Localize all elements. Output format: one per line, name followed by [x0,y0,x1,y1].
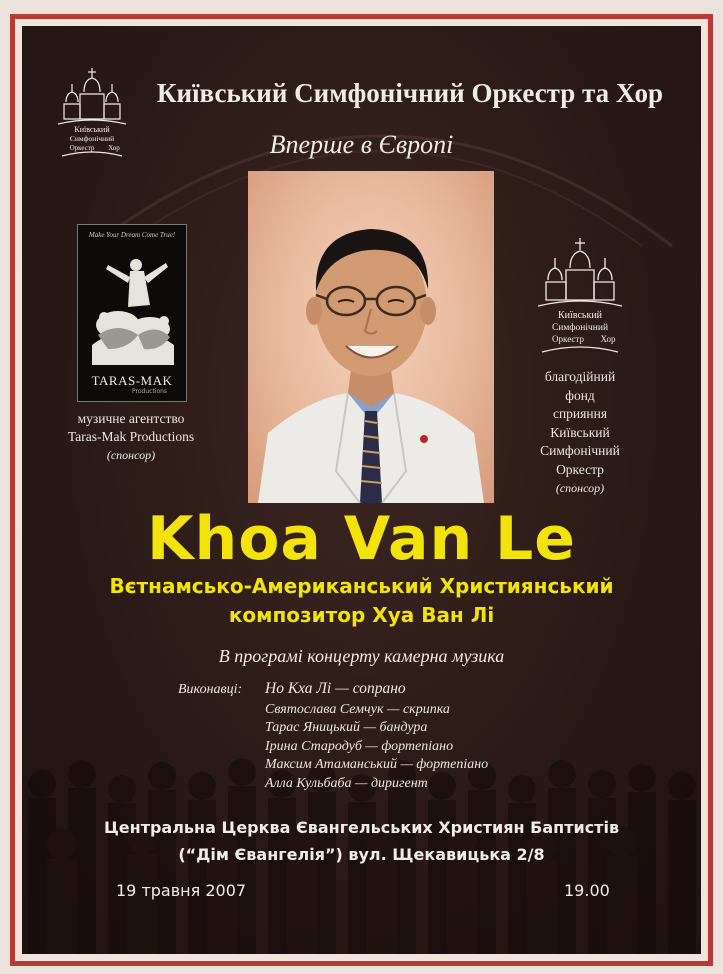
program-description: В програмі концерту камерна музика [218,646,505,666]
performers-list [265,680,565,793]
composer-description [22,572,701,630]
taras-mak-cd-cover [77,224,187,402]
left-sponsor-role: (спонсор) [106,448,156,462]
left-sponsor-line1: музичне агентство [77,411,185,426]
composer-portrait-illustration [248,171,494,503]
charity-fund-logo-icon [530,234,630,359]
event-date: 19 травня 2007 [116,881,247,900]
venue-line2: (“Дім Євангелія”) вул. Щекавицька 2/8 [178,845,545,864]
composer-description-line1: Вєтнамсько-Американський Християнський [109,574,614,598]
composer-name: Khoa Van Le [147,504,576,574]
performers-label: Виконавці: [178,682,243,697]
cd-brand-sub: Productions [132,388,168,395]
performer-item: Алла Кульбаба — диригент [265,775,428,791]
right-sponsor-role: (спонсор) [555,481,605,495]
svg-text:Київський: Київський [557,310,603,321]
cd-brand: TARAS-MAK [91,373,173,388]
svg-text:Хор: Хор [108,144,120,152]
svg-text:Симфонічний: Симфонічний [69,134,115,143]
right-sponsor-line1: благодійний [544,369,616,384]
event-time: 19.00 [564,881,610,900]
svg-text:Оркестр: Оркестр [552,334,584,344]
performer-item: Но Кха Лі — сопрано [265,680,406,697]
performer-item: Тарас Яницький — бандура [265,720,428,735]
orchestra-title: Київський Симфонічний Оркестр та Хор [156,78,664,108]
left-sponsor-line2: Taras-Mak Productions [67,429,195,444]
right-sponsor-line2: фонд [565,387,595,403]
svg-text:Оркестр: Оркестр [69,144,95,152]
venue-line1: Центральна Церква Євангельських Християн Баптистів [103,818,620,837]
svg-text:Симфонічний: Симфонічний [551,323,609,333]
performer-item: Святослава Семчук — скрипка [265,701,450,717]
right-sponsor-caption [520,368,640,498]
svg-text:Київський: Київський [74,125,110,134]
right-sponsor-line6: Оркестр [556,461,604,477]
svg-text:Хор: Хор [600,334,616,344]
composer-description-line2: композитор Хуа Ван Лі [228,603,495,627]
first-in-europe-heading: Вперше в Європі [269,130,454,159]
performer-item: Максим Атаманський — фортепіано [265,757,489,772]
poster-body [22,26,701,954]
right-sponsor-line3: сприяння [552,406,608,421]
right-sponsor-line5: Симфонічний [540,443,620,458]
left-sponsor-caption [50,410,212,464]
venue-info [22,814,701,868]
right-sponsor-line4: Київський [550,424,610,440]
cd-tagline: Make Your Dream Come True! [88,231,176,239]
composer-portrait [248,171,494,503]
performer-item: Ірина Стародуб — фортепіано [265,738,454,754]
